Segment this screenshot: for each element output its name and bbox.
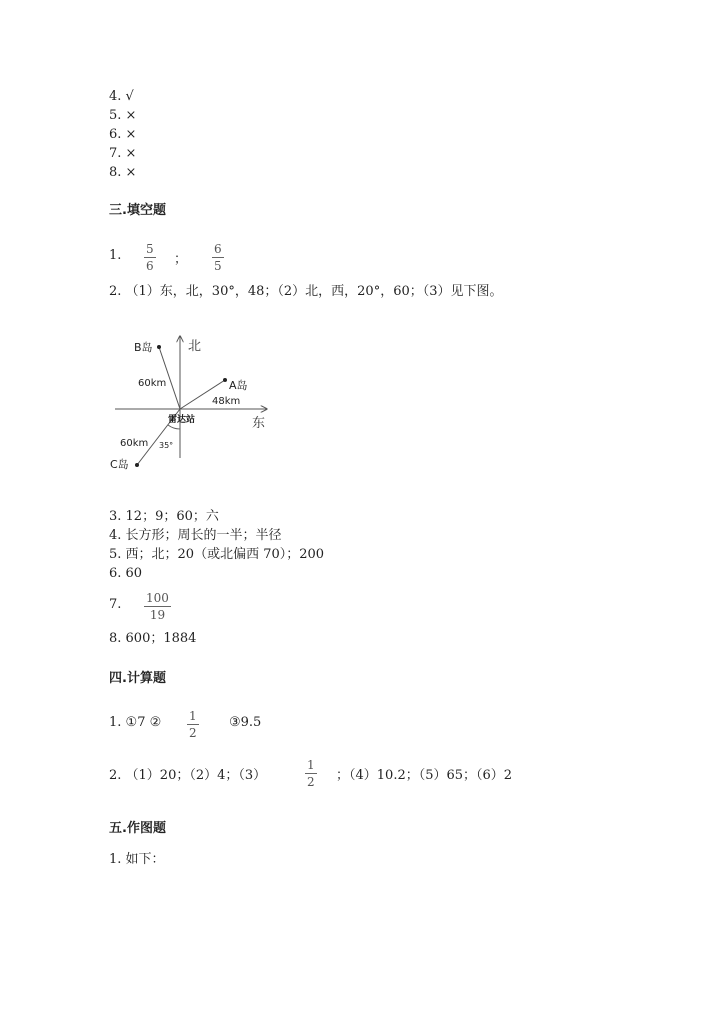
fraction: 5 6 [146, 242, 154, 273]
section-title: 三.填空题 [109, 203, 166, 218]
q5-answer: 5. 西；北；20（或北偏西 70）；200 [109, 547, 325, 562]
north-label: 北 [188, 339, 202, 354]
radar-diagram [105, 328, 275, 473]
distance-b: 60km [138, 378, 167, 389]
answer-line: 6. × [109, 127, 137, 142]
station-label: 雷达站 [168, 415, 196, 425]
point-b [157, 345, 161, 349]
east-label: 东 [252, 416, 266, 431]
calc-q1-pre: 1. ①7 ② [109, 715, 162, 730]
calc-q2-post: ；（4）10.2；（5）65；（6）2 [336, 768, 513, 783]
q4-answer: 4. 长方形；周长的一半；半径 [109, 528, 282, 543]
angle-label: 35° [159, 441, 174, 450]
fraction: 1 2 [189, 709, 197, 740]
answer-line: 8. × [109, 165, 137, 180]
c-label: C岛 [110, 458, 129, 471]
angle-arc [168, 425, 180, 429]
q1-number: 1. [109, 248, 122, 263]
separator: ； [174, 252, 188, 267]
q3-answer: 3. 12；9；60；六 [109, 509, 219, 524]
b-label: B岛 [134, 341, 153, 354]
distance-a: 48km [212, 396, 241, 407]
fraction: 100 19 [146, 591, 169, 622]
drawing-q1: 1. 如下： [109, 852, 165, 867]
q8-answer: 8. 600；1884 [109, 631, 197, 646]
section-title: 四.计算题 [109, 671, 166, 686]
fraction: 6 5 [214, 242, 222, 273]
distance-c: 60km [120, 438, 149, 449]
q6-answer: 6. 60 [109, 566, 143, 581]
point-a [223, 378, 227, 382]
calc-q2-pre: 2. （1）20；（2）4；（3） [109, 768, 267, 783]
answer-line: 4. √ [109, 89, 134, 104]
a-label: A岛 [229, 379, 248, 392]
answer-line: 7. × [109, 146, 137, 161]
q7-number: 7. [109, 597, 122, 612]
calc-q1-post: ③9.5 [229, 715, 262, 730]
answer-line: 5. × [109, 108, 137, 123]
fraction: 1 2 [307, 758, 315, 789]
section-title: 五.作图题 [109, 821, 166, 836]
point-c [135, 463, 139, 467]
q2-answer: 2. （1）东，北，30°，48；（2）北，西，20°，60；（3）见下图。 [109, 284, 503, 299]
